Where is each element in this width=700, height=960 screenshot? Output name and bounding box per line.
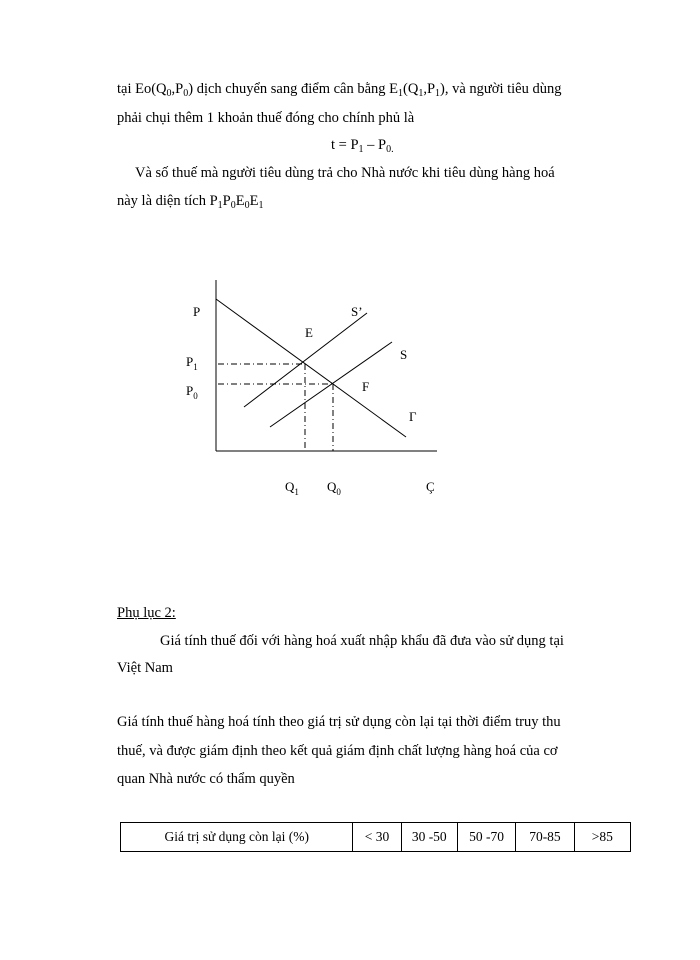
label-q0-sub: 0 [336,487,341,497]
label-q0-main: Q [327,479,337,494]
subscript: 1 [358,144,364,155]
label-q1-main: Q [285,479,295,494]
subscript: 0. [386,144,394,155]
usage-value-table [120,822,631,852]
body-line-3: quan Nhà nước có thẩm quyền [117,771,295,787]
label-demand: Γ [409,409,417,424]
axis-label-p: P [193,304,201,319]
label-p1 [186,354,198,372]
text-segment: t = P [331,137,359,153]
text-segment: ), và người tiêu dùng [440,81,562,97]
label-p1-sub: 1 [193,362,198,372]
appendix-heading-line-1: Giá tính thuế đối với hàng hoá xuất nhập khẩu đã đưa vào sử dụng tại [160,633,564,649]
subscript: 0 [230,200,236,211]
table-row [121,823,631,852]
subscript: 1 [418,88,424,99]
label-q1 [285,479,299,497]
subscript: 1 [435,88,441,99]
label-p0-main: P [186,383,194,398]
label-p1-main: P [186,354,194,369]
demand-curve [216,299,406,437]
axis-label-q: Ç [426,479,435,494]
text-segment: P [222,193,231,209]
text-segment: ,P [423,81,436,97]
label-s: S [400,347,408,362]
subscript: 1 [258,200,264,211]
subscript: 0 [166,88,172,99]
text-segment: ) dịch chuyển sang điểm cân bằng E [188,81,399,97]
label-s-prime: S’ [351,304,363,319]
text-segment: tại Eo(Q [117,81,167,97]
table-cell: < 30 [353,823,401,852]
label-f: F [362,379,370,394]
text-segment: (Q [403,81,419,97]
subscript: 0 [183,88,189,99]
body-line-1: Giá tính thuế hàng hoá tính theo giá trị sử dụng còn lại tại thời điểm truy thu [117,714,561,730]
text-segment: E [235,193,245,209]
subscript: 1 [217,200,223,211]
table-cell: 70-85 [516,823,574,852]
table-cell: 30 -50 [401,823,457,852]
table-header-cell: Giá trị sử dụng còn lại (%) [121,823,353,852]
text-segment: ,P [171,81,184,97]
label-q0 [327,479,341,497]
label-e: E [305,325,313,340]
label-q1-sub: 1 [294,487,299,497]
label-p0-sub: 0 [193,391,198,401]
tax-formula [331,137,394,154]
table-cell: >85 [574,823,630,852]
text-segment: E [249,193,259,209]
supply-demand-diagram [180,270,450,500]
paragraph-line-1 [117,81,561,98]
paragraph-line-2: phải chụi thêm 1 khoản thuế đóng cho chính phủ là [117,110,415,126]
paragraph-line-4 [117,193,263,210]
appendix-title: Phụ lục 2: [117,605,176,621]
paragraph-line-3: Và số thuế mà người tiêu dùng trả cho Nhà nước khi tiêu dùng hàng hoá [135,165,555,181]
table-cell: 50 -70 [457,823,515,852]
appendix-heading-line-2: Việt Nam [117,660,173,676]
body-line-2: thuế, và được giám định theo kết quả giám định chất lượng hàng hoá của cơ [117,743,558,759]
label-p0 [186,383,198,401]
subscript: 1 [398,88,404,99]
text-segment: – P [363,137,387,153]
subscript: 0 [244,200,250,211]
text-segment: này là diện tích P [117,193,218,209]
